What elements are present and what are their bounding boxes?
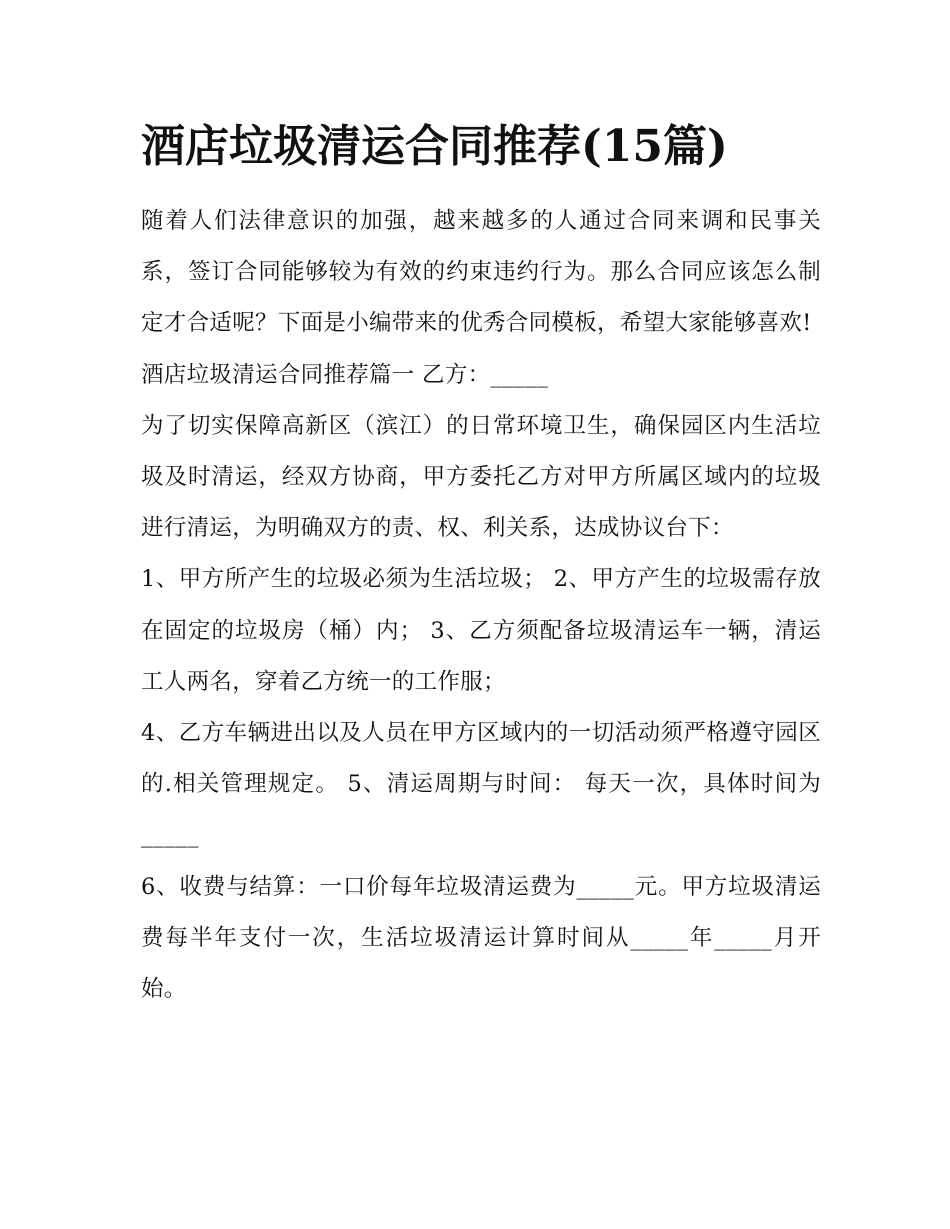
clauses-4-5-paragraph: 4、乙方车辆进出以及人员在甲方区域内的一切活动须严格遵守园区的.相关管理规定。 5、清运周期与时间： 每天一次，具体时间为_____ — [141, 720, 821, 849]
clause-6-paragraph: 6、收费与结算：一口价每年垃圾清运费为_____元。甲方垃圾清运费每半年支付一次，生活垃圾清运计算时间从_____年_____月开始。 — [141, 873, 821, 1003]
clauses-1-3-paragraph: 1、甲方所产生的垃圾必须为生活垃圾； 2、甲方产生的垃圾需存放在固定的垃圾房（桶）内； 3、乙方须配备垃圾清运车一辆，清运工人两名，穿着乙方统一的工作服； — [141, 566, 821, 695]
section-heading-one: 酒店垃圾清运合同推荐篇一 乙方：_____ — [141, 361, 549, 388]
purpose-paragraph: 为了切实保障高新区（滨江）的日常环境卫生，确保园区内生活垃圾及时清运，经双方协商，甲方委托乙方对甲方所属区域内的垃圾进行清运，为明确双方的责、权、利关系，达成协议台下： — [141, 412, 821, 542]
document-page — [141, 112, 821, 1015]
document-title: 酒店垃圾清运合同推荐(15篇) — [141, 121, 728, 172]
intro-paragraph: 随着人们法律意识的加强，越来越多的人通过合同来调和民事关系，签订合同能够较为有效的约束违约行为。那么合同应该怎么制定才合适呢？下面是小编带来的优秀合同模板，希望大家能够喜欢! — [141, 208, 821, 337]
